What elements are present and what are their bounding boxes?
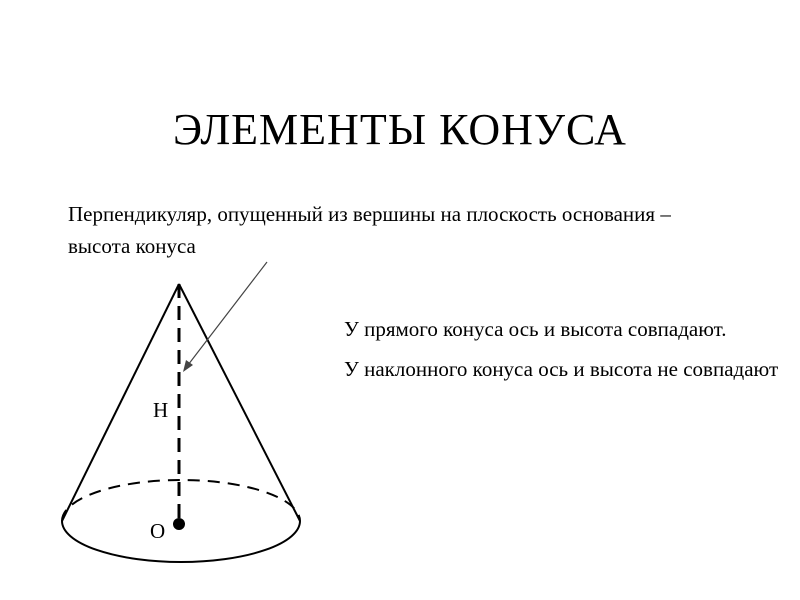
cone-base-back-arc (62, 480, 300, 521)
note-oblique-cone: У наклонного конуса ось и высота не совпадают (344, 357, 779, 381)
height-definition-text: Перпендикуляр, опущенный из вершины на плоскость основания – высота конуса (68, 202, 671, 258)
base-center-point (173, 518, 185, 530)
height-label: H (153, 398, 169, 422)
center-label: O (150, 519, 166, 543)
pointer-arrow-head (183, 360, 193, 372)
note-right-cone: У прямого конуса ось и высота совпадают. (344, 317, 727, 341)
slide-title: ЭЛЕМЕНТЫ КОНУСА (173, 105, 627, 154)
pointer-arrow-line (188, 262, 267, 365)
